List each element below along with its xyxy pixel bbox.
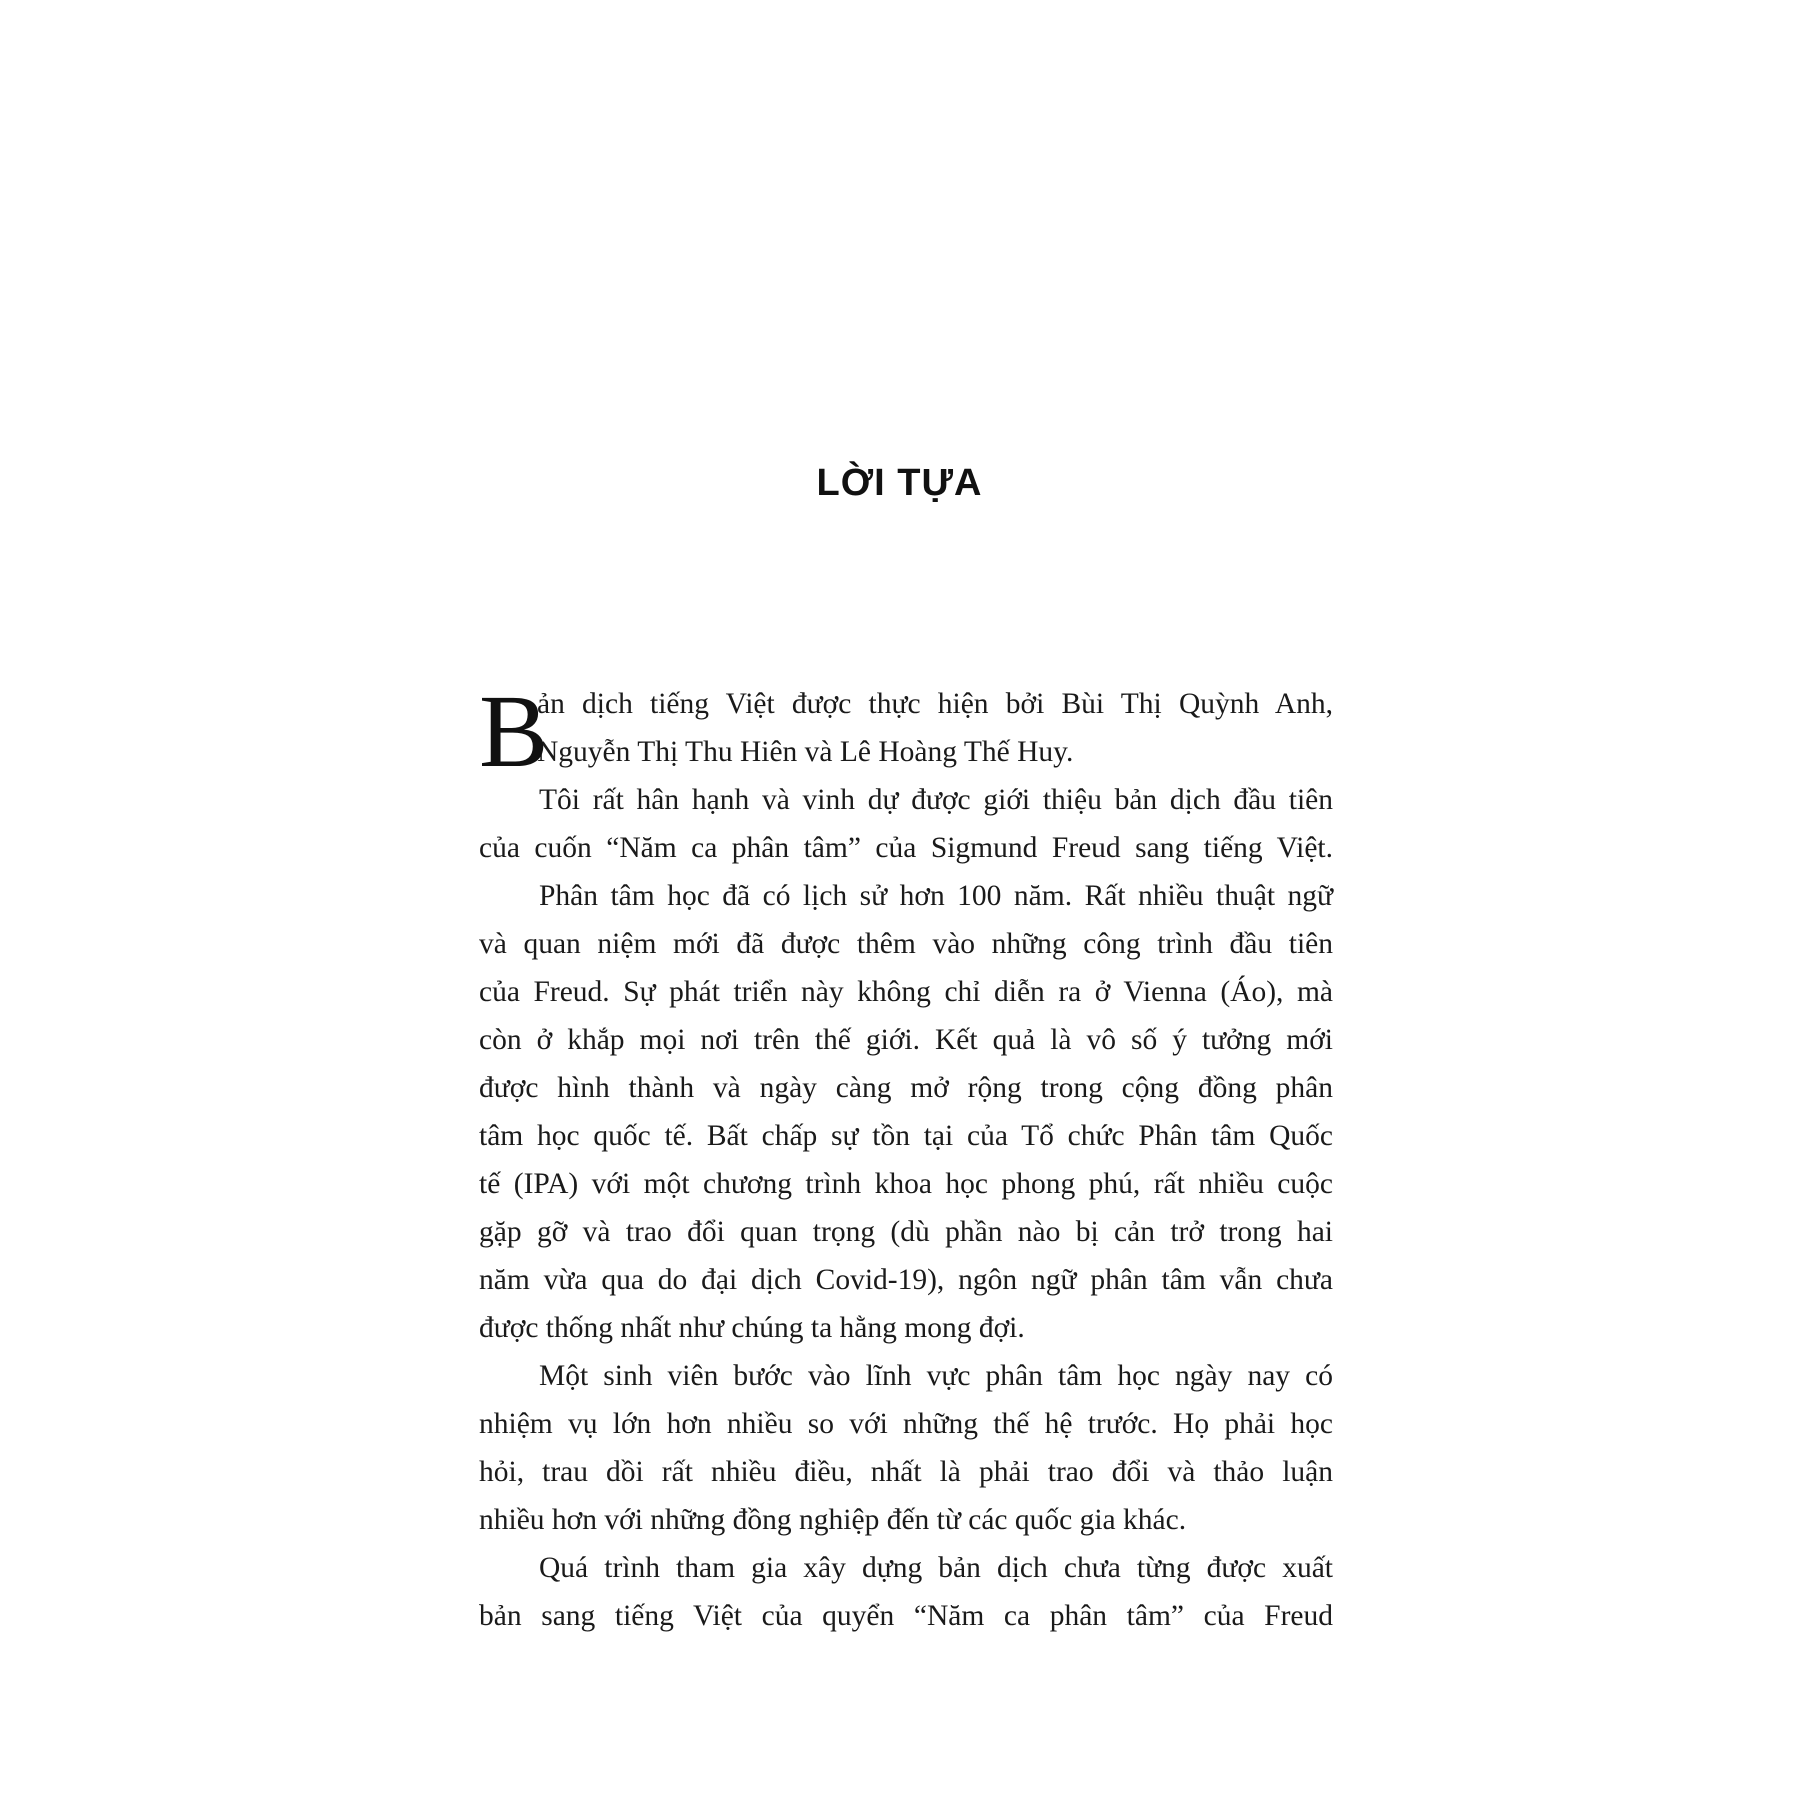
text-line: nhiệm vụ lớn hơn nhiều so với những thế hệ trước. Họ phải học (479, 1408, 1333, 1440)
text-line: được thống nhất như chúng ta hằng mong đợi. (479, 1312, 1025, 1344)
text-line: nhiều hơn với những đồng nghiệp đến từ các quốc gia khác. (479, 1504, 1187, 1536)
text-line: Nguyễn Thị Thu Hiên và Lê Hoàng Thế Huy. (537, 736, 1074, 768)
text-line: Một sinh viên bước vào lĩnh vực phân tâm học ngày nay có (539, 1360, 1333, 1392)
drop-cap: B (479, 674, 549, 789)
text-line: Quá trình tham gia xây dựng bản dịch chưa từng được xuất (539, 1552, 1333, 1584)
text-line: gặp gỡ và trao đổi quan trọng (dù phần nào bị cản trở trong hai (479, 1216, 1333, 1248)
text-line: bản sang tiếng Việt của quyển “Năm ca phân tâm” của Freud (479, 1600, 1333, 1632)
text-line: còn ở khắp mọi nơi trên thế giới. Kết quả là vô số ý tưởng mới (479, 1024, 1333, 1056)
page-title: LỜI TỰA (816, 462, 983, 504)
text-line: hỏi, trau dồi rất nhiều điều, nhất là phải trao đổi và thảo luận (479, 1456, 1333, 1488)
text-line: của cuốn “Năm ca phân tâm” của Sigmund Freud sang tiếng Việt. (479, 832, 1333, 864)
text-line: năm vừa qua do đại dịch Covid-19), ngôn ngữ phân tâm vẫn chưa (479, 1264, 1333, 1296)
text-line: Phân tâm học đã có lịch sử hơn 100 năm. Rất nhiều thuật ngữ (539, 880, 1333, 912)
text-line: tâm học quốc tế. Bất chấp sự tồn tại của Tổ chức Phân tâm Quốc (479, 1120, 1333, 1152)
text-line: và quan niệm mới đã được thêm vào những công trình đầu tiên (479, 928, 1333, 960)
text-line: tế (IPA) với một chương trình khoa học phong phú, rất nhiều cuộc (479, 1168, 1333, 1200)
text-line: ản dịch tiếng Việt được thực hiện bởi Bùi Thị Quỳnh Anh, (537, 688, 1333, 720)
text-line: được hình thành và ngày càng mở rộng trong cộng đồng phân (479, 1072, 1333, 1104)
preface-body (479, 674, 1333, 1640)
text-line: Tôi rất hân hạnh và vinh dự được giới thiệu bản dịch đầu tiên (539, 784, 1333, 816)
text-line: của Freud. Sự phát triển này không chỉ diễn ra ở Vienna (Áo), mà (479, 976, 1333, 1008)
